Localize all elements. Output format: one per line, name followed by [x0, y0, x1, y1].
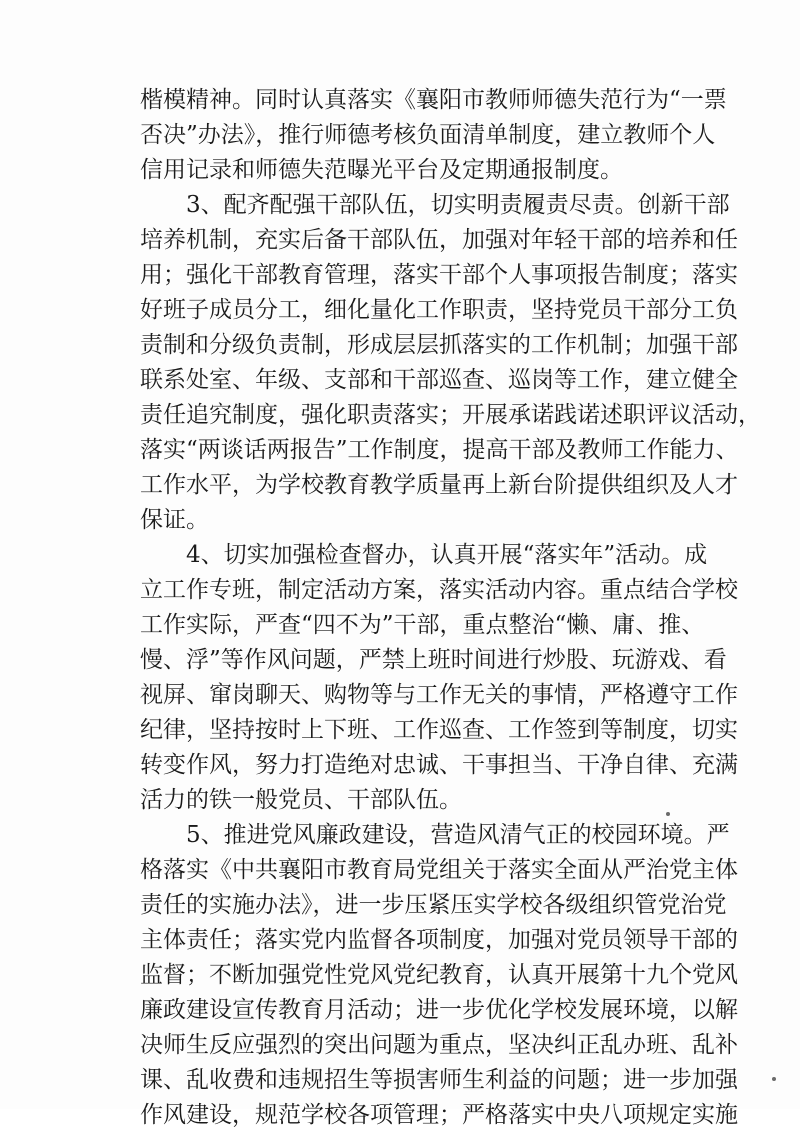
text-line: 立工作专班，制定活动方案，落实活动内容。重点结合学校 — [140, 577, 738, 603]
text-line: 工作实际，严查“四不为”干部，重点整治“懒、庸、推、 — [140, 612, 705, 638]
text-line: 楷模精神。同时认真落实《襄阳市教师师德失范行为“一票 — [140, 87, 727, 113]
scan-speck — [666, 812, 670, 816]
text-line: 主体责任；落实党内监督各项制度，加强对党员领导干部的 — [140, 927, 738, 953]
text-line: 责任追究制度，强化职责落实；开展承诺践诺述职评议活动， — [140, 402, 761, 428]
text-line: 培养机制，充实后备干部队伍，加强对年轻干部的培养和任 — [140, 227, 738, 253]
text-line: 慢、浮”等作风问题，严禁上班时间进行炒股、玩游戏、看 — [140, 647, 727, 673]
text-line: 保证。 — [140, 507, 209, 533]
text-line: 转变作风，努力打造绝对忠诚、干事担当、干净自律、充满 — [140, 752, 738, 778]
text-line: 活力的铁一般党员、干部队伍。 — [140, 787, 462, 813]
text-line: 纪律，坚持按时上下班、工作巡查、工作签到等制度，切实 — [140, 717, 738, 743]
text-line: 工作水平，为学校教育教学质量再上新台阶提供组织及人才 — [140, 472, 738, 498]
text-line: 廉政建设宣传教育月活动；进一步优化学校发展环境，以解 — [140, 997, 738, 1023]
text-line: 用；强化干部教育管理，落实干部个人事项报告制度；落实 — [140, 262, 738, 288]
text-line: 责制和分级负责制，形成层层抓落实的工作机制；加强干部 — [140, 332, 738, 358]
text-line: 联系处室、年级、支部和干部巡查、巡岗等工作，建立健全 — [140, 367, 738, 393]
text-line: 格落实《中共襄阳市教育局党组关于落实全面从严治党主体 — [140, 857, 738, 883]
text-line: 课、乱收费和违规招生等损害师生利益的问题；进一步加强 — [140, 1067, 738, 1093]
text-line: 5、推进党风廉政建设，营造风清气正的校园环境。严 — [186, 822, 730, 848]
text-line: 责任的实施办法》，进一步压紧压实学校各级组织管党治党 — [140, 892, 727, 918]
text-line: 信用记录和师德失范曝光平台及定期通报制度。 — [140, 157, 623, 183]
text-line: 决师生反应强烈的突出问题为重点，坚决纠正乱办班、乱补 — [140, 1032, 738, 1058]
text-line: 监督；不断加强党性党风党纪教育，认真开展第十九个党风 — [140, 962, 738, 988]
scan-speck — [772, 1077, 776, 1081]
text-line: 好班子成员分工，细化量化工作职责，坚持党员干部分工负 — [140, 297, 738, 323]
text-line: 否决”办法》，推行师德考核负面清单制度，建立教师个人 — [140, 122, 716, 148]
text-line: 4、切实加强检查督办，认真开展“落实年”活动。成 — [186, 542, 708, 568]
text-line: 视屏、窜岗聊天、购物等与工作无关的事情，严格遵守工作 — [140, 682, 738, 708]
text-line: 落实“两谈话两报告”工作制度，提高干部及教师工作能力、 — [140, 437, 739, 463]
text-line: 作风建设，规范学校各项管理；严格落实中央八项规定实施 — [140, 1102, 738, 1128]
text-line: 3、配齐配强干部队伍，切实明责履责尽责。创新干部 — [186, 192, 730, 218]
